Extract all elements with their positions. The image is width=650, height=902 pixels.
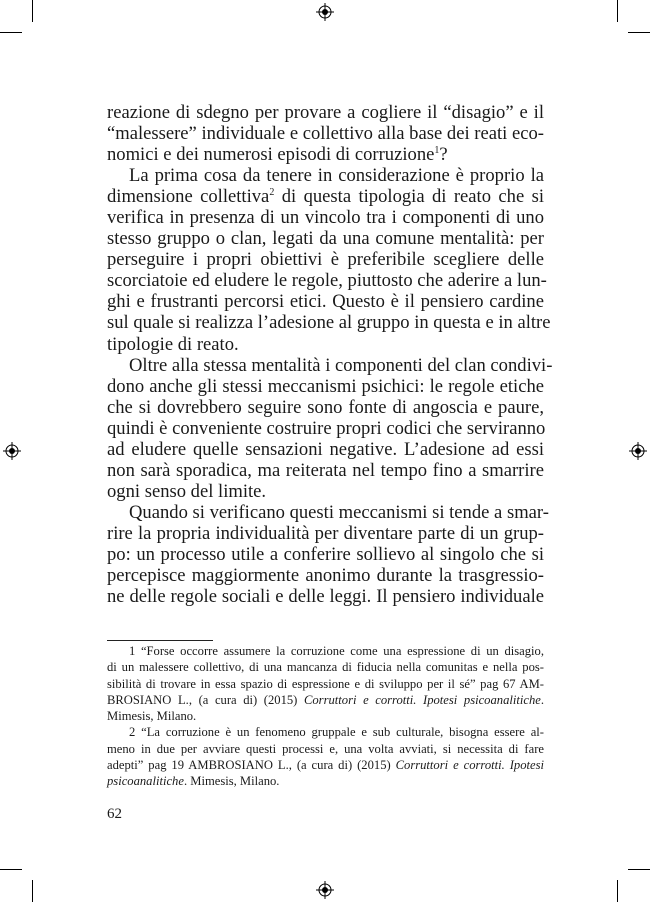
footnote-line — [107, 643, 544, 659]
text-line — [107, 186, 544, 207]
crop-mark — [0, 32, 22, 33]
text-segment: . Mimesis, Milano. — [183, 774, 280, 789]
text-segment: sibilità di trovare in essa spazio di espressione e di sviluppo per il sé” pag 67 AM- — [107, 676, 544, 691]
crop-mark — [32, 880, 33, 902]
text-segment: po: un processo utile a conferire sollievo al singolo che si — [107, 543, 544, 565]
text-line — [107, 376, 544, 397]
text-line — [107, 123, 544, 144]
text-segment: quindi è conveniente costruire propri codici che serviranno — [107, 417, 546, 439]
text-line — [107, 334, 544, 355]
registration-mark-icon — [3, 442, 21, 460]
text-segment: dono anche gli stessi meccanismi psichici: le regole etiche — [107, 375, 544, 397]
footnote-line — [107, 708, 544, 724]
text-line — [107, 144, 544, 165]
footnotes — [107, 643, 544, 790]
text-line — [107, 439, 544, 460]
text-segment: nomici e dei numerosi episodi di corruzione — [107, 144, 435, 166]
text-line — [107, 228, 544, 249]
text-line — [107, 165, 544, 186]
text-line — [107, 418, 544, 439]
text-segment: di un malessere collettivo, di una mancanza di fiducia nella comunitas e nella pos- — [107, 660, 544, 675]
text-line — [107, 481, 544, 502]
footnote-line — [107, 757, 544, 773]
crop-mark — [617, 0, 618, 22]
text-segment: ne delle regole sociali e delle leggi. Il pensiero individuale — [107, 586, 544, 608]
text-segment: psicoanalitiche — [107, 774, 184, 789]
text-segment: Quando si verificano questi meccanismi si tende a smar- — [129, 501, 549, 523]
text-segment: ogni senso del limite. — [107, 480, 267, 502]
text-segment: ? — [439, 144, 448, 166]
crop-mark — [628, 32, 650, 33]
text-segment: stesso gruppo o clan, legati da una comune mentalità: per — [107, 228, 544, 250]
page-number: 62 — [107, 806, 122, 822]
crop-mark — [32, 0, 33, 22]
text-segment: meno in due per avviare questi processi e, una volta avviati, si necessita di fare — [107, 741, 544, 756]
text-segment: adepti” pag 19 AMBROSIANO L., (a cura di) (2015) — [107, 758, 396, 773]
text-segment: percepisce maggiormente anonimo durante la trasgressio- — [107, 565, 544, 587]
registration-mark-icon — [316, 881, 334, 899]
text-line — [107, 523, 544, 544]
footnote-line — [107, 676, 544, 692]
text-line — [107, 270, 547, 292]
text-line — [107, 586, 544, 607]
footnote-reference: 2 — [269, 187, 275, 199]
text-line — [107, 565, 544, 586]
body-text — [107, 102, 553, 608]
text-segment: Mimesis, Milano. — [107, 709, 197, 724]
text-segment: “malessere” individuale e collettivo alla base dei reati eco- — [107, 123, 544, 145]
text-line — [107, 207, 544, 228]
text-segment: scorciatoie ed eludere le regole, piuttosto che aderire a lun- — [107, 270, 547, 292]
text-line — [107, 354, 553, 376]
text-segment: verifica in presenza di un vincolo tra i componenti di uno — [107, 207, 544, 229]
text-segment: ad eludere quelle sensazioni negative. L’adesione ad essi — [107, 438, 544, 460]
crop-mark — [628, 869, 650, 870]
footnote-reference: 1 — [434, 145, 440, 157]
text-segment: non sarà sporadica, ma reiterata nel tempo fino a smarrire — [107, 459, 544, 481]
footnote-separator — [107, 640, 213, 641]
crop-mark — [617, 880, 618, 902]
text-segment: 2 “La corruzione è un fenomeno gruppale e sub culturale, bisogna essere al- — [129, 725, 544, 740]
text-segment: reazione di sdegno per provare a cogliere il “disagio” e il — [107, 102, 544, 123]
footnote-line — [107, 692, 544, 708]
text-segment: perseguire i propri obiettivi è preferibile scegliere delle — [107, 249, 544, 271]
text-line — [107, 312, 551, 334]
text-segment: tipologie di reato. — [107, 333, 239, 355]
text-segment: Oltre alla stessa mentalità i componenti del clan condivi- — [129, 354, 553, 376]
footnote-line — [107, 659, 544, 675]
text-line — [107, 291, 544, 312]
text-line — [107, 397, 544, 418]
crop-mark — [0, 869, 22, 870]
text-line — [107, 501, 549, 523]
text-segment: Corruttori e corrotti. Ipotesi — [395, 758, 544, 773]
text-segment: . — [540, 692, 544, 707]
text-segment: di questa tipologia di reato che si — [274, 186, 544, 208]
text-segment: La prima cosa da tenere in considerazione è proprio la — [129, 165, 544, 187]
text-segment: BROSIANO L., (a cura di) (2015) — [107, 692, 304, 707]
text-segment: ghi e frustranti percorsi etici. Questo è il pensiero cardine — [107, 291, 544, 313]
text-line — [107, 249, 544, 270]
text-segment: che si dovrebbero seguire sono fonte di angoscia e paure, — [107, 396, 544, 418]
registration-mark-icon — [629, 442, 647, 460]
text-line — [107, 460, 544, 481]
footnote-line — [107, 724, 544, 740]
footnote-line — [107, 773, 544, 789]
text-line — [107, 102, 544, 123]
text-line — [107, 544, 544, 565]
text-segment: 1 “Forse occorre assumere la corruzione come una espressione di un disagio, — [129, 644, 544, 658]
registration-mark-icon — [316, 3, 334, 21]
text-segment: dimensione collettiva — [107, 186, 270, 208]
text-segment: sul quale si realizza l’adesione al gruppo in questa e in altre — [107, 312, 551, 334]
text-segment: rire la propria individualità per diventare parte di un grup- — [107, 522, 544, 544]
footnote-line — [107, 741, 544, 757]
text-segment: Corruttori e corrotti. Ipotesi psicoanalitiche — [303, 692, 541, 707]
